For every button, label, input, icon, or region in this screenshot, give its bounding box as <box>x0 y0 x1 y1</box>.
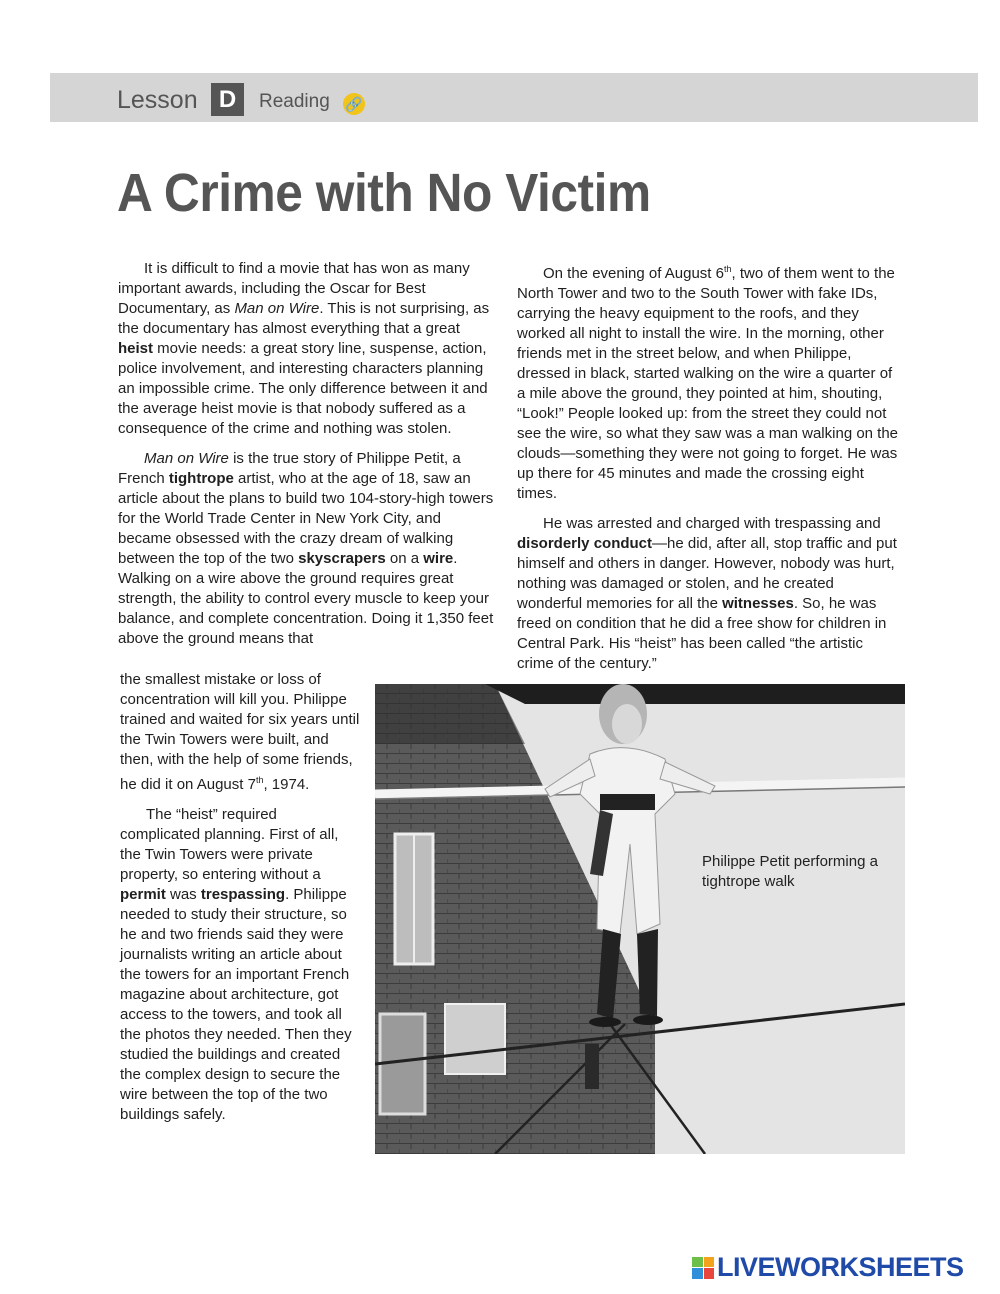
tightrope-photo <box>375 684 905 1154</box>
paragraph-1: It is difficult to find a movie that has won as many important awards, including the Oscar for Best Documentary, as Man on Wire. This is not surprising, as the documentary has almost everything that a great heist movie needs: a great story line, suspense, action, police involvement, and interesting characters planning an impossible crime. The only difference between it and the average heist movie is that nobody suffered as a consequence of the crime and nothing was stolen. <box>118 260 490 437</box>
tightrope-photo-illustration <box>375 684 905 1154</box>
paragraph-2-continued: the smallest mistake or loss of concentration will kill you. Philippe trained and waited for six years until the Twin Towers were built, and then, with the help of some friends, he did it on August 7th, 1974. <box>120 671 360 793</box>
vocab-skyscrapers: skyscrapers <box>298 550 386 567</box>
section-label: Reading <box>259 91 330 112</box>
paragraph-4: On the evening of August 6th, two of them went to the North Tower and two to the South Tower with fake IDs, carrying the heavy equipment to the roofs, and they worked all night to install the wire. In the morning, other friends met in the street below, and when Philippe, dressed in black, started walking on the wire a quarter of a mile above the ground, they pointed at him, shouting, “Look!” People looked up: from the street they could not see the wire, so what they saw was a man walking on the clouds—something they were not going to forget. He was up there for 45 minutes and made the crossing eight times. <box>517 264 899 502</box>
vocab-trespassing: trespassing <box>200 886 286 903</box>
photo-caption: Philippe Petit performing a tightrope walk <box>702 853 878 890</box>
paragraph-3: The “heist” required complicated planning. First of all, the Twin Towers were private property, so entering without a permit was trespassing. Philippe needed to study their structure, so he and two friends said they were journalists writing an article about the towers for an important French magazine about architecture, got access to the towers, and took all the photos they needed. Then they studied the buildings and created the complex design to secure the wire between the top of the two buildings safely. <box>120 806 352 1123</box>
vocab-witnesses: witnesses <box>722 595 794 612</box>
article-column-left-bottom <box>120 670 360 1135</box>
paragraph-2: Man on Wire is the true story of Philippe Petit, a French tightrope artist, who at the age of 18, saw an article about the plans to build two 104-story-high towers for the World Trade Center in New York City, and became obsessed with the crazy dream of walking between the top of the two skyscrapers on a wire. Walking on a wire above the ground requires great strength, the ability to control every muscle to keep your balance, and complete concentration. Doing it 1,350 feet above the ground means that <box>118 450 494 647</box>
brand-grid-icon <box>692 1257 714 1279</box>
lesson-label: Lesson <box>117 86 198 114</box>
article-column-left-top <box>118 259 496 659</box>
article-title: A Crime with No Victim <box>117 163 651 223</box>
vocab-permit: permit <box>120 886 166 903</box>
liveworksheets-logo <box>692 1252 964 1283</box>
brand-name: LIVEWORKSHEETS <box>717 1252 964 1282</box>
link-icon: 🔗 <box>343 93 365 115</box>
vocab-disorderly-conduct: disorderly conduct <box>517 535 653 552</box>
article-column-right <box>517 259 903 684</box>
vocab-heist: heist <box>118 340 154 357</box>
paragraph-5: He was arrested and charged with trespassing and disorderly conduct—he did, after all, stop traffic and put himself and others in danger. However, nobody was hurt, nothing was damaged or stolen, and he created wonderful memories for all the witnesses. So, he was freed on condition that he did a free show for children in Central Park. His “heist” has been called “the artistic crime of the century.” <box>517 515 897 672</box>
lesson-letter-badge: D <box>211 83 244 116</box>
vocab-wire: wire <box>423 550 454 567</box>
vocab-tightrope: tightrope <box>168 470 234 487</box>
